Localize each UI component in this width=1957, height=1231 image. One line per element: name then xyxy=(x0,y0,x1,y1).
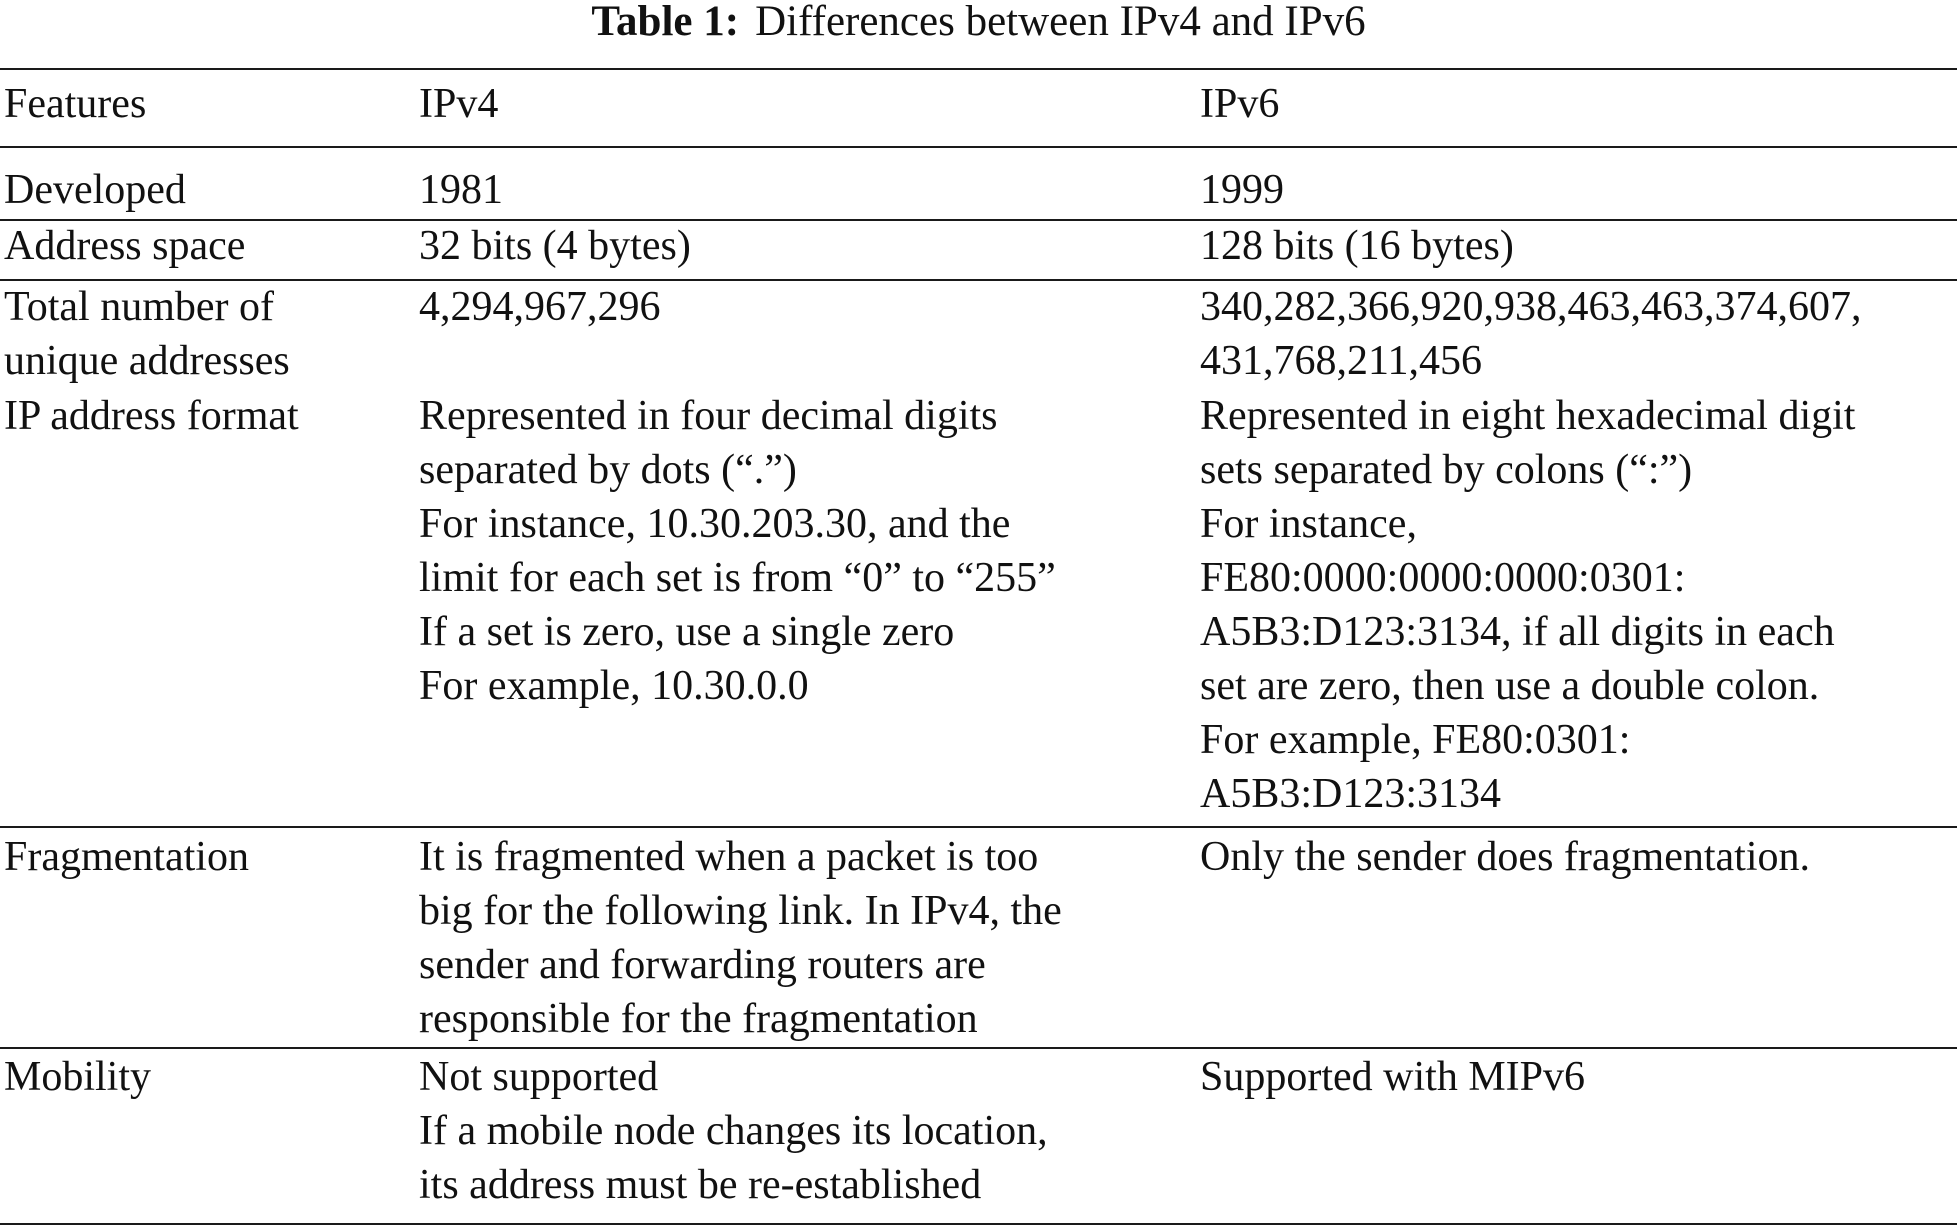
row-ip-format-ipv4: Represented in four decimal digits separated by dots (“.”) For instance, 10.30.203.30, and the limit for each set is from “0” to “255” If a set is zero, use a single zero For example, 10.30.0.0 xyxy=(419,393,1056,709)
row-mobility-feature: Mobility xyxy=(4,1054,152,1100)
row-developed-feature: Developed xyxy=(4,167,186,213)
row-ip-format-ipv6: Represented in eight hexadecimal digit sets separated by colons (“:”) For instance, FE80:0000:0000:0000:0301: A5B3:D123:3134, if all digits in each set are zero, then use a double colon. For example, FE80:0301: A5B3:D123:3134 xyxy=(1200,393,1856,817)
row-developed-ipv4: 1981 xyxy=(419,167,503,213)
row-mobility-ipv6: Supported with MIPv6 xyxy=(1200,1054,1586,1100)
header-features: Features xyxy=(4,81,147,127)
row-total-addresses-ipv4: 4,294,967,296 xyxy=(419,284,661,330)
table-caption xyxy=(0,0,1957,50)
caption-label: Table 1: xyxy=(591,0,740,45)
header-rule xyxy=(0,146,1957,148)
row-fragmentation-ipv6: Only the sender does fragmentation. xyxy=(1200,834,1810,880)
row-total-addresses-ipv6: 340,282,366,920,938,463,463,374,607, 431,768,211,456 xyxy=(1200,284,1862,384)
table-top-rule xyxy=(0,68,1957,70)
row-address-space-ipv4: 32 bits (4 bytes) xyxy=(419,223,691,269)
row-rule xyxy=(0,1047,1957,1049)
row-fragmentation-feature: Fragmentation xyxy=(4,834,249,880)
caption-text: Differences between IPv4 and IPv6 xyxy=(755,0,1366,45)
header-ipv6: IPv6 xyxy=(1200,81,1280,127)
row-fragmentation-ipv4: It is fragmented when a packet is too big for the following link. In IPv4, the sender and forwarding routers are responsible for the fragmentation xyxy=(419,834,1062,1042)
table-bottom-rule xyxy=(0,1223,1957,1225)
row-rule xyxy=(0,826,1957,828)
row-ip-format-feature: IP address format xyxy=(4,393,299,439)
header-ipv4: IPv4 xyxy=(419,81,499,127)
row-developed-ipv6: 1999 xyxy=(1200,167,1284,213)
row-mobility-ipv4: Not supported If a mobile node changes its location, its address must be re-established xyxy=(419,1054,1048,1208)
row-total-addresses-feature: Total number of unique addresses xyxy=(4,284,290,384)
row-address-space-feature: Address space xyxy=(4,223,246,269)
row-address-space-ipv6: 128 bits (16 bytes) xyxy=(1200,223,1514,269)
